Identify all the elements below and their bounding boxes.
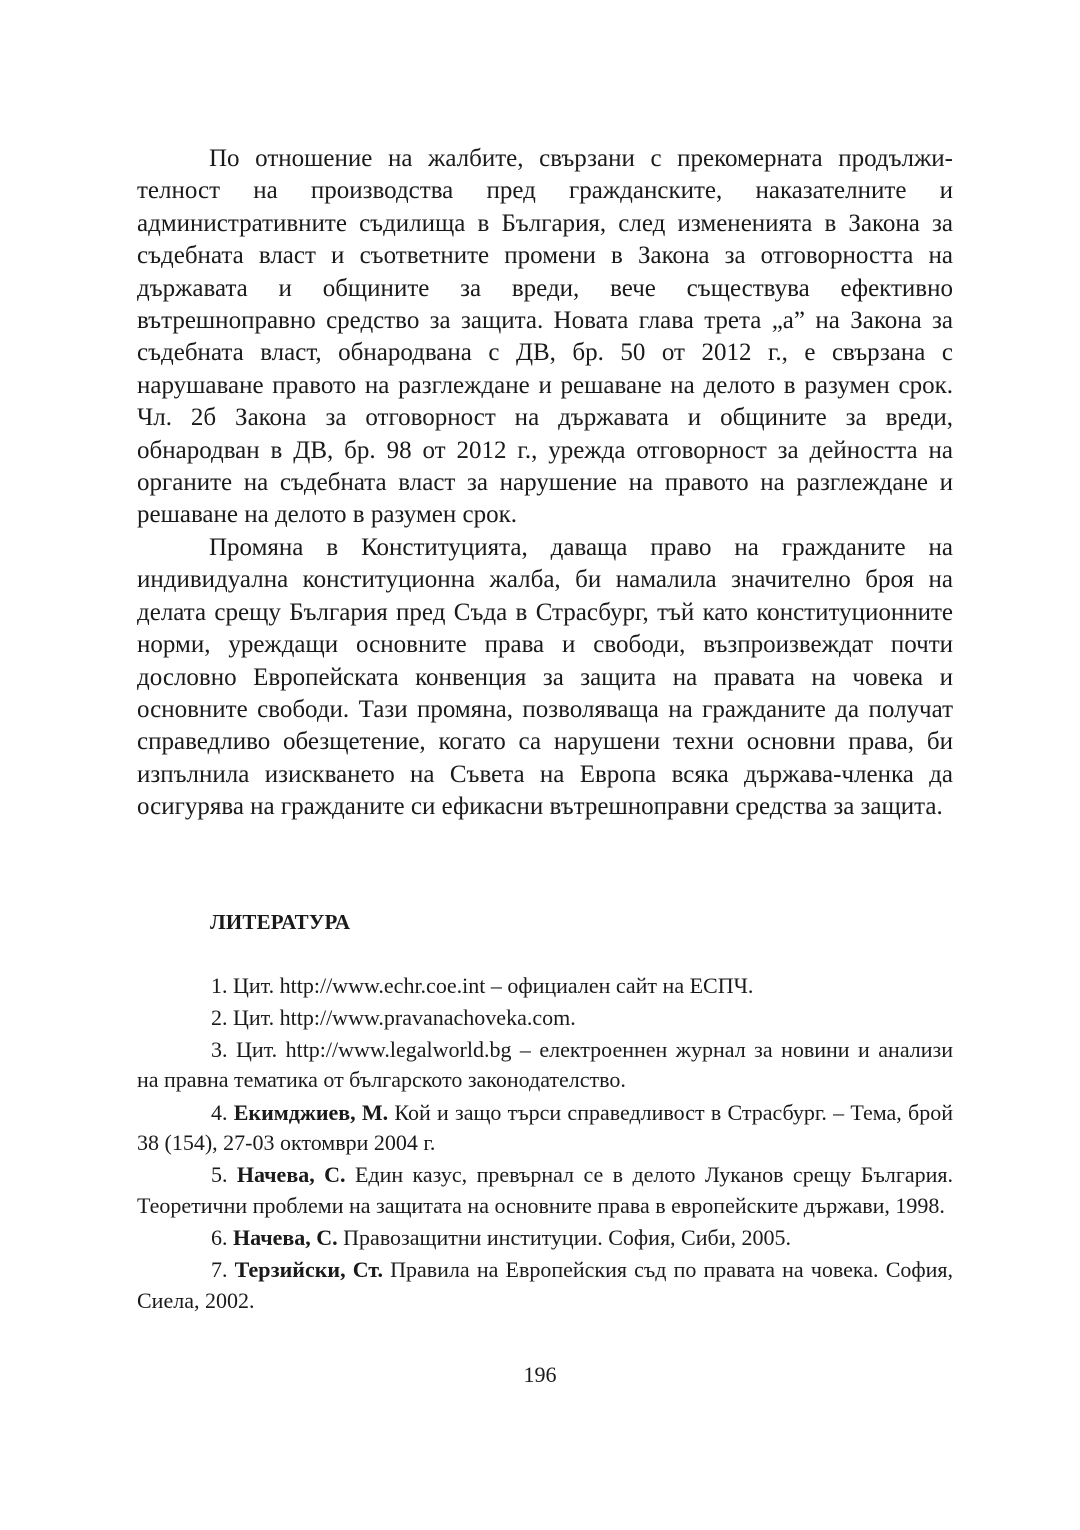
reference-text: Цит. http://www.echr.coe.int – официален сайт на ЕСПЧ. bbox=[233, 972, 754, 998]
reference-author: Начева, С. bbox=[233, 1224, 338, 1250]
reference-number: 7. bbox=[211, 1257, 228, 1283]
reference-item bbox=[137, 1223, 953, 1254]
reference-number: 4. bbox=[211, 1099, 228, 1125]
reference-text: Кой и защо търси справедливост в Страсбург. – Тема, брой 38 (154), 27-03 октомври 2004 г. bbox=[137, 1099, 954, 1156]
reference-item bbox=[137, 971, 953, 1002]
reference-item bbox=[137, 1255, 953, 1316]
reference-number: 6. bbox=[211, 1224, 228, 1250]
reference-text: Правозащитни институции. София, Сиби, 2005. bbox=[343, 1224, 791, 1250]
body-paragraph-1: По отношение на жалбите, свързани с прекомерната продължителност на производства пред гражданските, наказателните и административните съдилища в България, след измененията в Закона за съдебната власт и съответните промени в Закона за отговорността на държавата и общините за вреди, вече съществува ефективно вътрешноправно средство за защита. Новата глава трета „а” на Закона за съдебната власт, обнародвана с ДВ, бр. 50 от 2012 г., е свързана с нарушаване правото на разглеждане и решаване на делото в разумен срок. Чл. 2б Закона за отговорност на държавата и общините за вреди, обнародван в ДВ, бр. 98 от 2012 г., урежда отговорност за дейността на органите на съдебната власт за нарушение на правото на разглеждане и решаване на делото в разумен срок. bbox=[137, 145, 953, 529]
page-content bbox=[137, 143, 953, 1316]
reference-item bbox=[137, 1160, 953, 1221]
reference-number: 5. bbox=[211, 1162, 228, 1188]
reference-list bbox=[137, 971, 953, 1317]
reference-number: 1. bbox=[211, 972, 228, 998]
page-number: 196 bbox=[523, 1362, 557, 1387]
reference-item bbox=[137, 1035, 953, 1096]
reference-number: 3. bbox=[211, 1036, 228, 1062]
reference-text: Цит. http://www.pravanachoveka.com. bbox=[233, 1004, 576, 1030]
reference-number: 2. bbox=[211, 1004, 228, 1030]
reference-item bbox=[137, 1098, 953, 1159]
reference-text: Един казус, превърнал се в делото Луканов срещу България. Теоретични проблеми на защитата на основните права в европейските държави, 1998. bbox=[137, 1162, 953, 1218]
reference-author: Екимджиев, М. bbox=[233, 1099, 389, 1125]
reference-author: Начева, С. bbox=[236, 1162, 346, 1188]
reference-author: Терзийски, Ст. bbox=[234, 1257, 383, 1283]
reference-text: Цит. http://www.legalworld.bg – електроеннен журнал за новини и анализи на правна тематика от българското законодателство. bbox=[137, 1036, 953, 1093]
literature-heading: ЛИТЕРАТУРА bbox=[210, 909, 351, 934]
reference-text: Правила на Европейския съд по правата на човека. София, Сиела, 2002. bbox=[137, 1257, 954, 1313]
reference-item bbox=[137, 1003, 953, 1034]
body-text bbox=[137, 143, 953, 824]
body-paragraph-2: Промяна в Конституцията, даваща право на гражданите на индивидуална конституционна жалба, би намалила значително броя на делата срещу България пред Съда в Страсбург, тъй като конституционните норми, уреждащи основните права и свободи, възпроизвеждат почти дословно Европейската конвенция за защита на правата на човека и основните свободи. Тази промяна, позволяваща на гражданите да получат справедливо обезщетение, когато са нарушени техни основни права, би изпълнила изискването на Съвета на Европа всяка държава-членка да осигурява на гражданите си ефикасни вътрешноправни средства за защита. bbox=[137, 533, 953, 821]
